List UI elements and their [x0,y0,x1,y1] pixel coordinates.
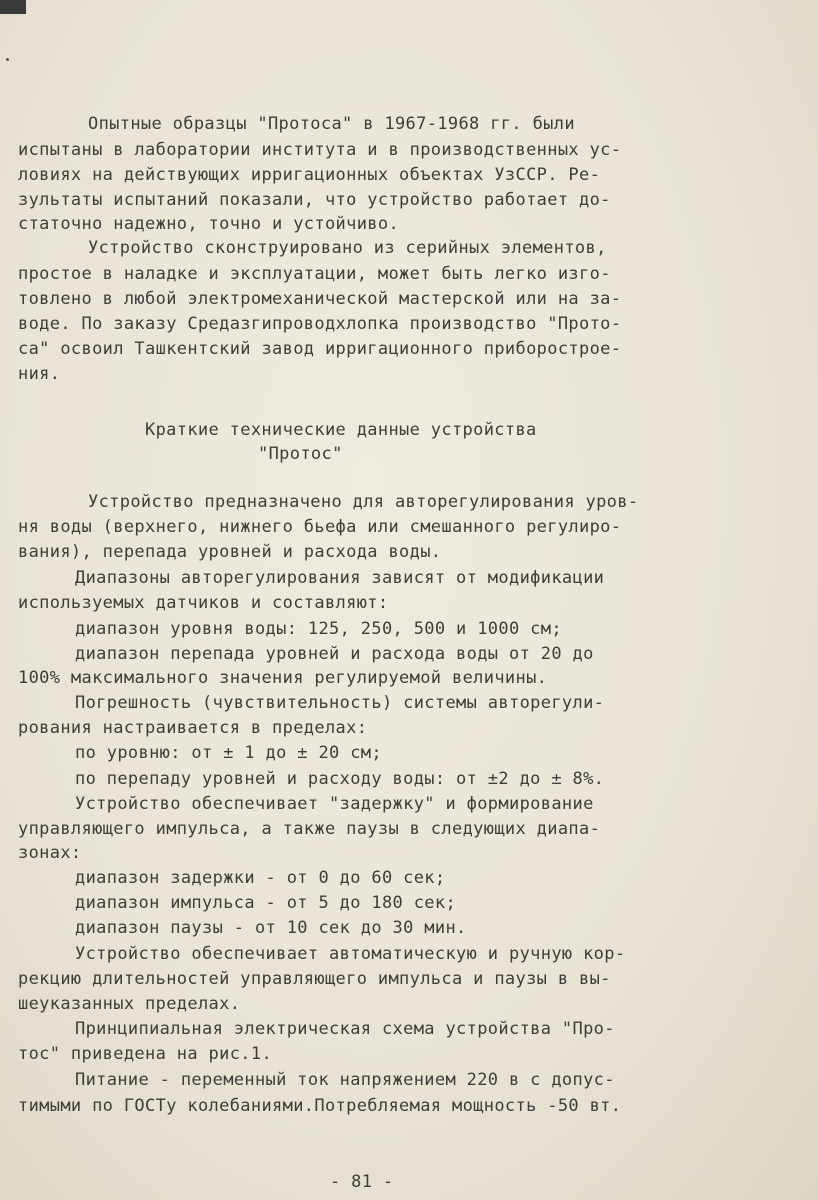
text-line: Диапазоны авторегулирования зависят от модификации [75,568,605,588]
corner-mark [0,0,26,14]
text-line: статочно надежно, точно и устойчиво. [18,214,400,234]
text-line: рования настраивается в пределах: [18,718,368,738]
page-number: - 81 - [330,1172,394,1192]
text-line: управляющего импульса, а также паузы в следующих диапа- [18,819,601,839]
text-line: тимыми по ГОСТу колебаниями.Потребляемая мощность -50 вт. [18,1096,622,1116]
text-line: Питание - переменный ток напряжением 220 в с допус- [75,1070,615,1090]
text-line: диапазон задержки - от 0 до 60 сек; [75,868,446,888]
text-line: са" освоил Ташкентский завод ирригационного приборострое- [18,339,622,359]
text-line: ня воды (верхнего, нижнего бьефа или смешанного регулиро- [18,517,622,537]
ink-speck [6,58,9,61]
text-line: товлено в любой электромеханической мастерской или на за- [18,289,622,309]
text-line: Погрешность (чувствительность) системы авторегули- [75,693,605,713]
text-line: испытаны в лаборатории института и в производственных ус- [18,140,622,160]
text-line: воде. По заказу Средазгипроводхлопка производство "Прото- [18,314,622,334]
text-line: Устройство предназначено для авторегулирования уров- [88,492,639,512]
text-line: по перепаду уровней и расходу воды: от ±2 до ± 8%. [75,769,605,789]
text-line: простое в наладке и эксплуатации, может быть легко изго- [18,264,611,284]
text-line: Опытные образцы "Протоса" в 1967-1968 гг. были [88,114,575,134]
text-line: диапазон перепада уровней и расхода воды от 20 до [75,644,594,664]
text-line: Устройство обеспечивает "задержку" и формирование [75,794,594,814]
text-line: зультаты испытаний показали, что устройство работает до- [18,190,611,210]
text-line: Устройство сконструировано из серийных элементов, [88,238,607,258]
text-line: ния. [18,364,61,384]
text-line: 100% максимального значения регулируемой величины. [18,668,548,688]
text-line: Устройство обеспечивает автоматическую и ручную кор- [75,944,626,964]
text-line: шеуказанных пределах. [18,994,241,1014]
text-line: ловиях на действующих ирригационных объектах УзССР. Ре- [18,165,601,185]
text-line: диапазон паузы - от 10 сек до 30 мин. [75,918,467,938]
section-heading: Краткие технические данные устройства [145,420,537,440]
text-line: зонах: [18,843,82,863]
section-heading-subtitle: "Протос" [258,444,343,464]
text-line: тос" приведена на рис.1. [18,1044,273,1064]
text-line: вания), перепада уровней и расхода воды. [18,542,442,562]
text-line: Принципиальная электрическая схема устройства "Про- [75,1019,615,1039]
text-line: диапазон импульса - от 5 до 180 сек; [75,893,457,913]
text-line: рекцию длительностей управляющего импульса и паузы в вы- [18,969,611,989]
text-line: диапазон уровня воды: 125, 250, 500 и 1000 см; [75,619,562,639]
text-line: по уровню: от ± 1 до ± 20 см; [75,743,382,763]
text-line: используемых датчиков и составляют: [18,593,389,613]
